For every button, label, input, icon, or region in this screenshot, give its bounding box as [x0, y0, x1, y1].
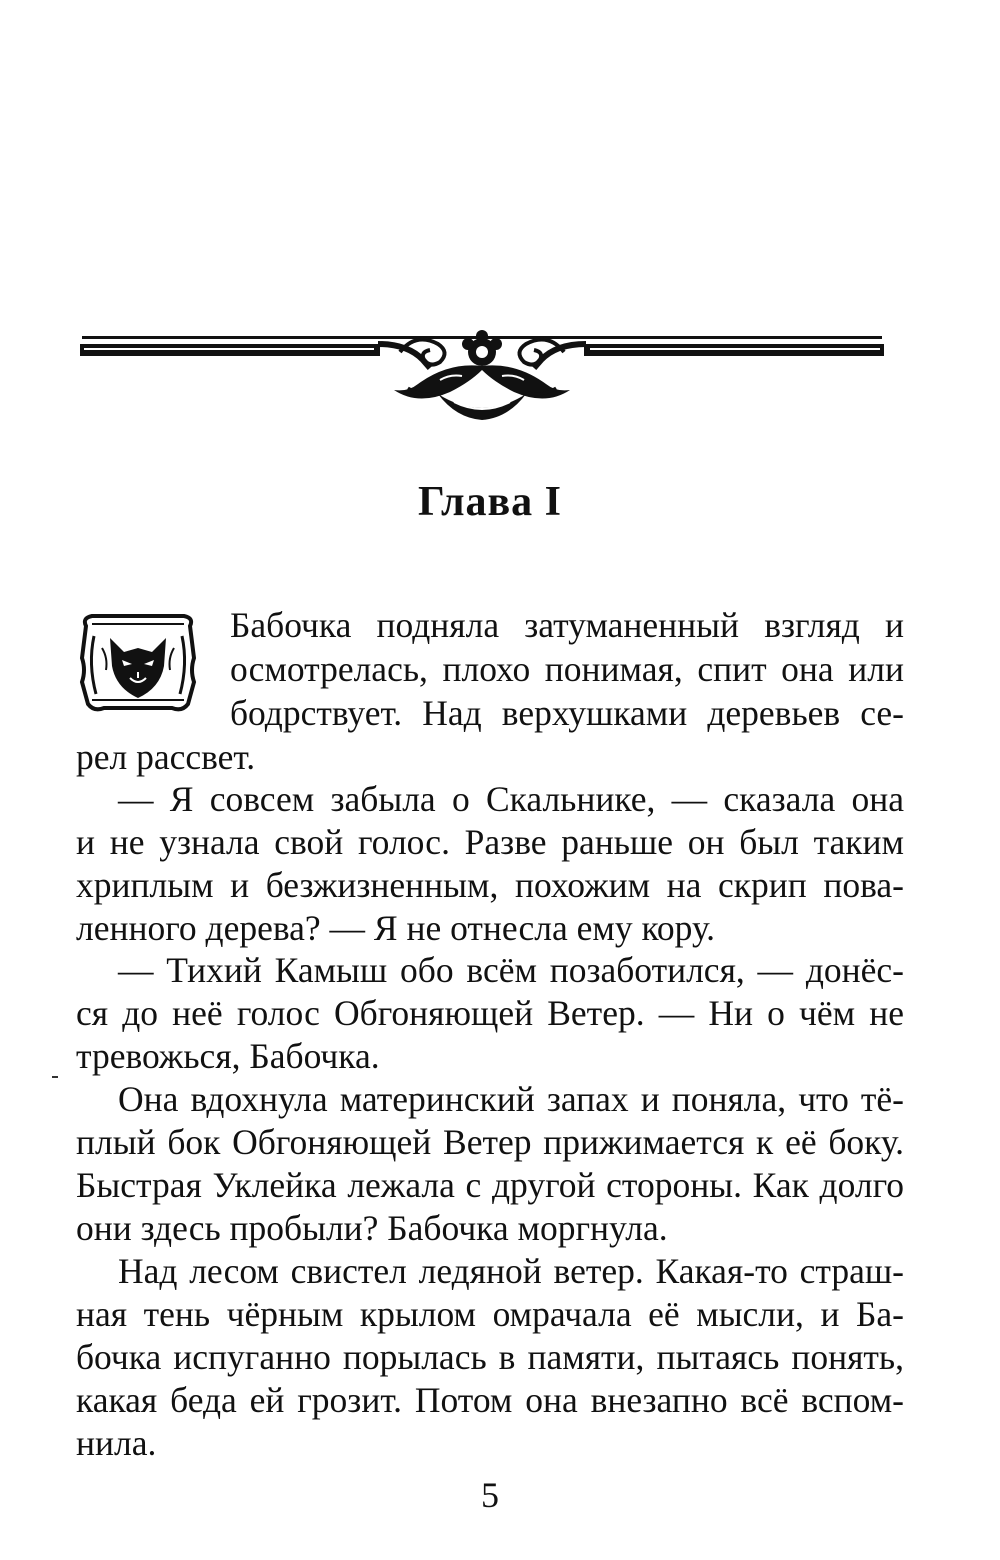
- body-line: бодрствует. Над верхушками деревьев се-: [230, 693, 904, 733]
- body-line: рел рассвет.: [76, 737, 256, 777]
- body-line: — Я совсем забыла о Скальнике, — сказала она: [118, 779, 904, 819]
- body-line: ленного дерева? — Я не отнесла ему кору.: [76, 908, 716, 948]
- body-line: Быстрая Уклейка лежала с другой стороны. Как долго: [76, 1165, 904, 1205]
- print-speck: [52, 1076, 58, 1078]
- body-line: ная тень чёрным крылом омрачала её мысли, и Ба-: [76, 1294, 904, 1334]
- body-line: тревожься, Бабочка.: [76, 1036, 380, 1076]
- floral-divider-icon: [78, 322, 886, 422]
- body-line: осмотрелась, плохо понимая, спит она или: [230, 649, 904, 689]
- body-line: какая беда ей грозит. Потом она внезапно всё вспом-: [76, 1380, 904, 1420]
- body-line: Она вдохнула материнский запах и поняла, что тё-: [118, 1079, 904, 1119]
- body-line: — Тихий Камыш обо всём позаботился, — донёс-: [118, 950, 904, 990]
- body-line: плый бок Обгоняющей Ветер прижимается к её боку.: [76, 1122, 904, 1162]
- body-line: бочка испуганно порылась в памяти, пытаясь понять,: [76, 1337, 904, 1377]
- body-line: Бабочка подняла затуманенный взгляд и: [230, 605, 904, 645]
- cat-face-emblem-icon: [72, 608, 204, 720]
- page-number: 5: [481, 1475, 499, 1515]
- body-line: Над лесом свистел ледяной ветер. Какая-то страш-: [118, 1251, 904, 1291]
- chapter-title: Глава I: [417, 479, 563, 525]
- body-line: хриплым и безжизненным, похожим на скрип пова-: [76, 865, 904, 905]
- body-line: нила.: [76, 1423, 157, 1463]
- body-line: они здесь пробыли? Бабочка моргнула.: [76, 1208, 668, 1248]
- body-line: и не узнала свой голос. Разве раньше он был таким: [76, 822, 904, 862]
- body-line: ся до неё голос Обгоняющей Ветер. — Ни о чём не: [76, 993, 904, 1033]
